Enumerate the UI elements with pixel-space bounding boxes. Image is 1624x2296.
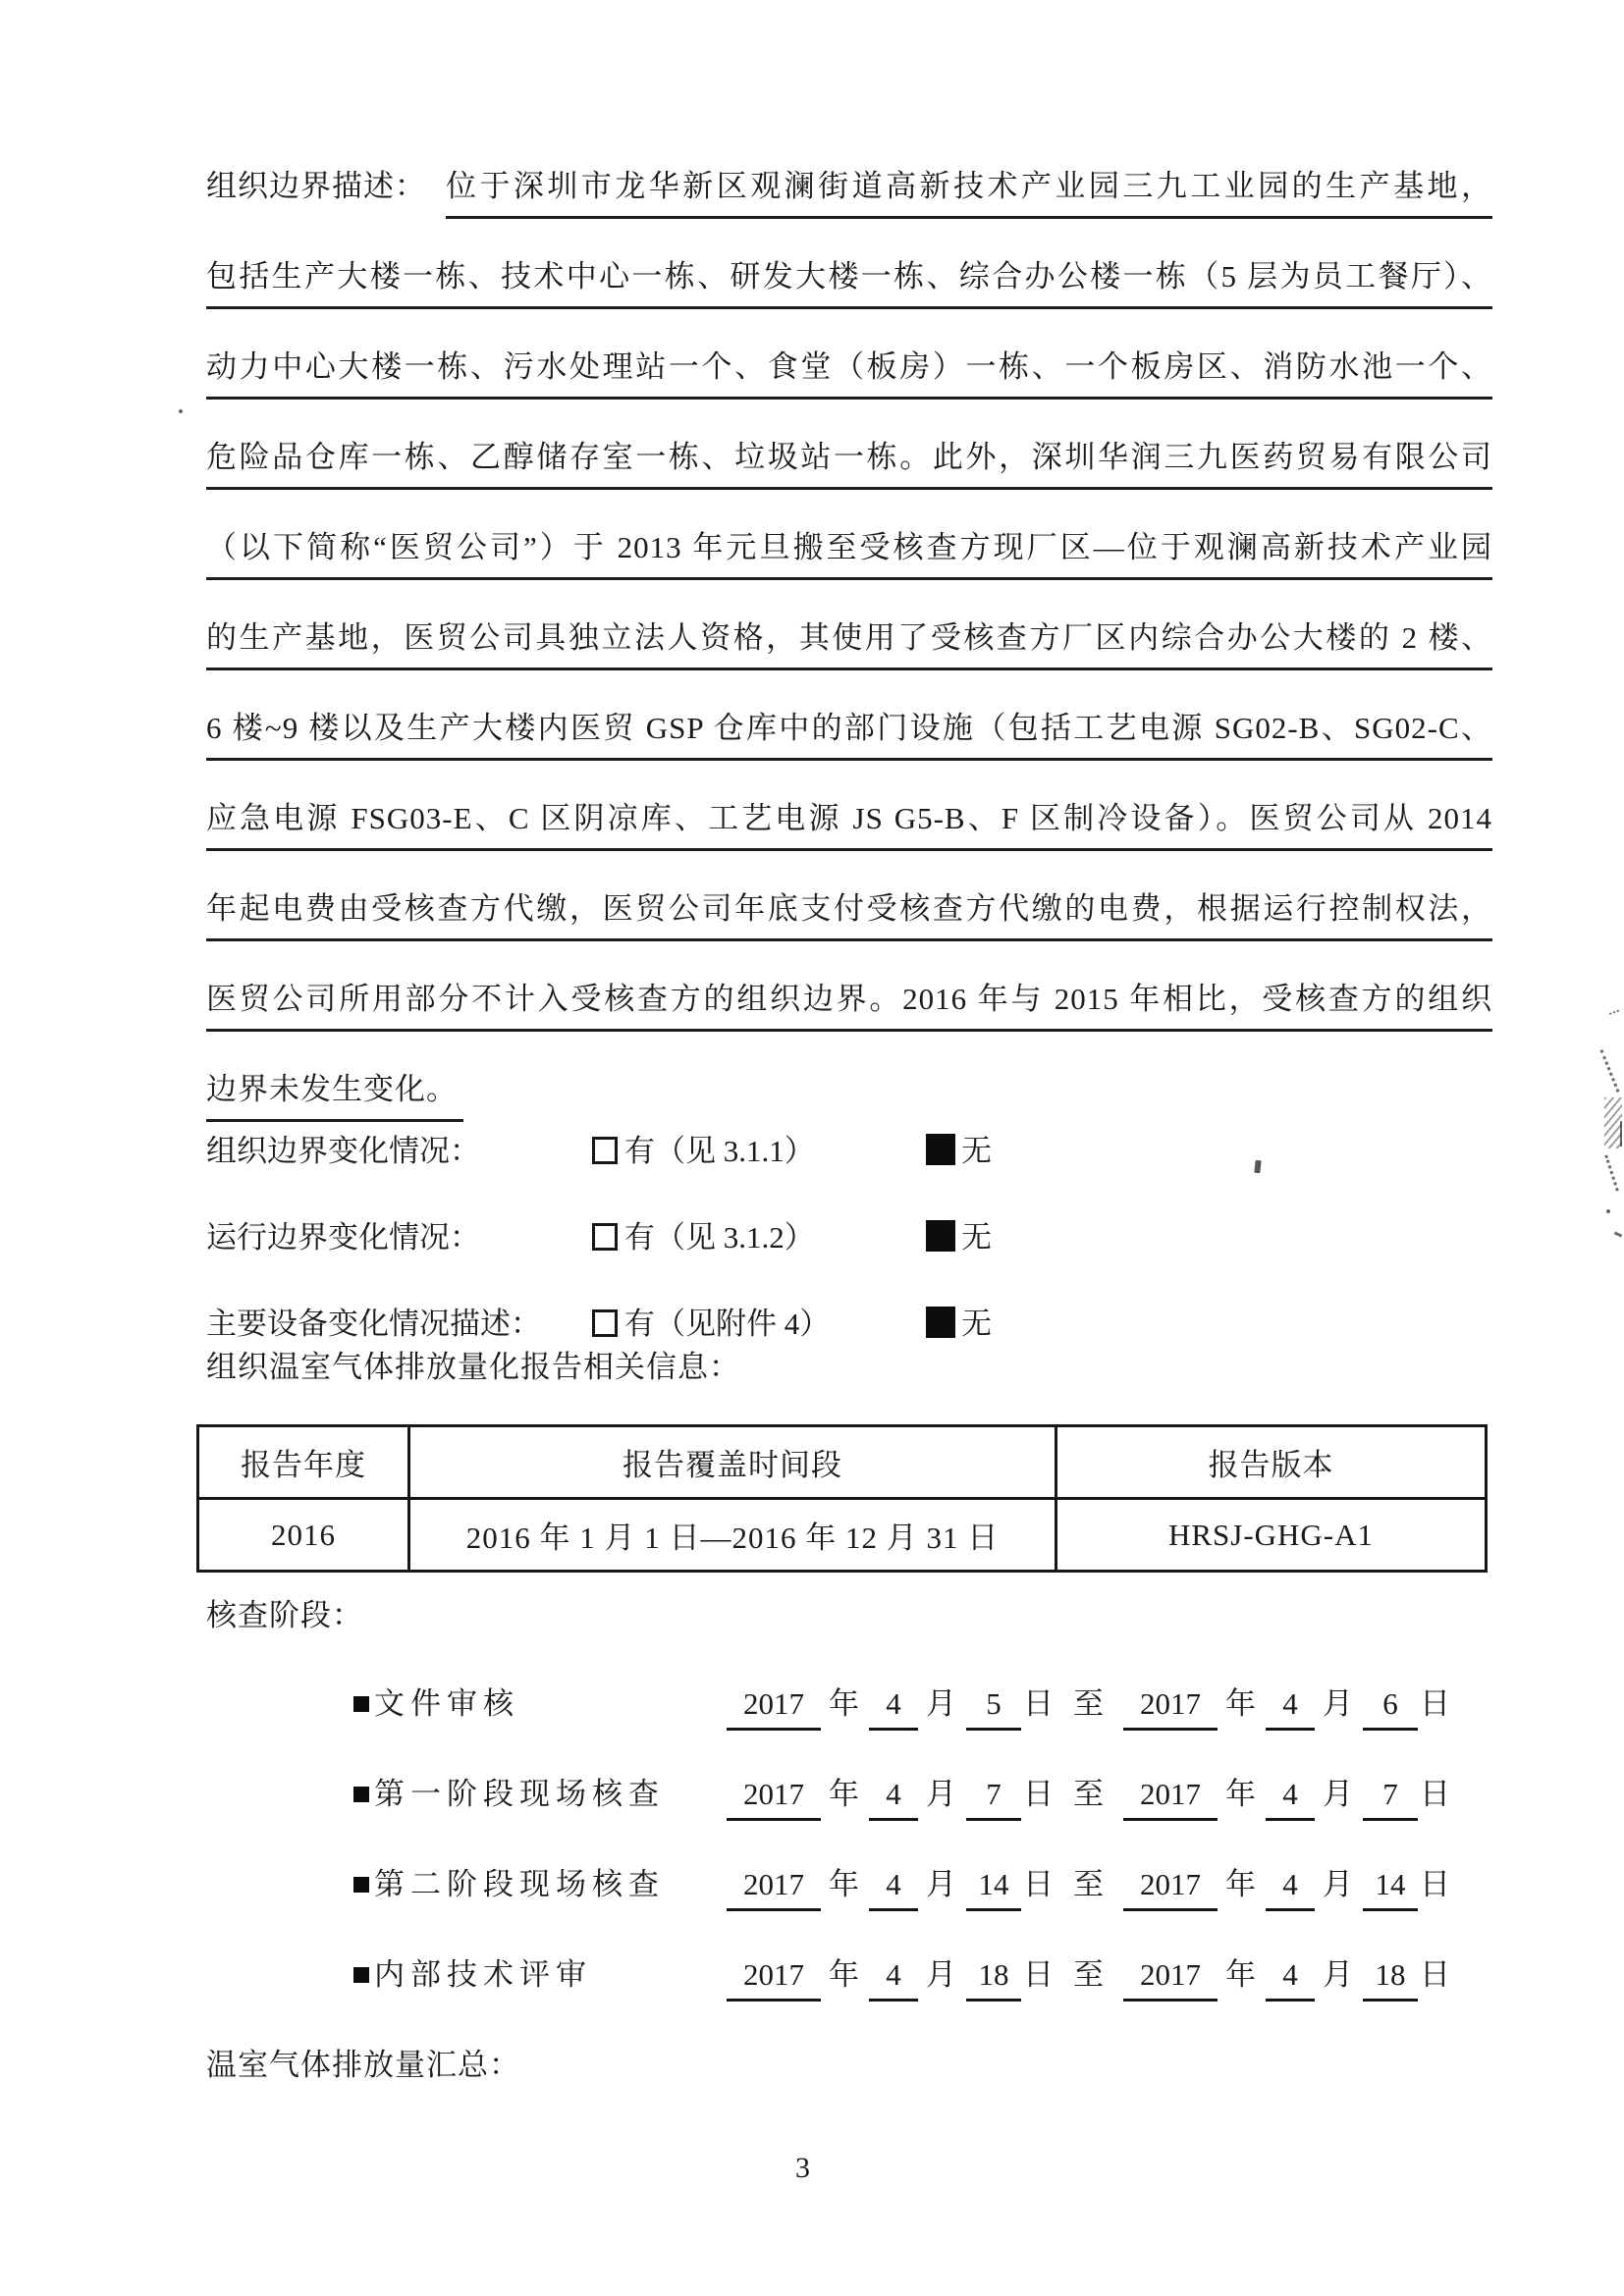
from-day-value: 14 — [966, 1863, 1021, 1911]
month-word: 月 — [926, 1777, 956, 1811]
to-day-value: 18 — [1363, 1953, 1418, 2002]
to-month-value: 4 — [1266, 1682, 1315, 1731]
checkbox-unchecked-icon — [592, 1309, 618, 1337]
stage-label: 第二阶段现场核查 — [374, 1867, 665, 1901]
year-word: 年 — [1225, 1686, 1256, 1721]
day-word: 日 — [1420, 1777, 1450, 1811]
month-word: 月 — [1323, 1867, 1353, 1901]
year-word: 年 — [829, 1867, 859, 1901]
day-word: 日 — [1420, 1686, 1450, 1721]
from-year-value: 2017 — [727, 1863, 821, 1911]
checkbox-checked-icon — [926, 1220, 955, 1252]
yes-option — [592, 1303, 830, 1346]
change-row-label: 组织边界变化情况： — [206, 1134, 480, 1168]
month-word: 月 — [926, 1867, 956, 1901]
table-header-report-version: 报告版本 — [1056, 1426, 1487, 1499]
table-cell-report-period: 2016 年 1 月 1 日—2016 年 12 月 31 日 — [409, 1499, 1056, 1572]
from-month-value: 4 — [869, 1863, 918, 1911]
to-day-value: 14 — [1363, 1863, 1418, 1911]
no-option — [926, 1130, 992, 1173]
boundary-description-label: 组织边界描述： — [206, 169, 426, 203]
change-row-operation-boundary — [206, 1216, 1492, 1259]
from-year-value: 2017 — [727, 1953, 821, 2002]
boundary-line: （以下简称“医贸公司”）于 2013 年元旦搬至受核查方现厂区—位于观澜高新技术产业园 — [206, 526, 1492, 580]
from-year-value: 2017 — [727, 1773, 821, 1821]
boundary-line — [206, 1068, 1492, 1122]
scan-artifact — [1604, 1154, 1619, 1191]
scan-artifact — [1606, 1209, 1610, 1213]
boundary-line: 医贸公司所用部分不计入受核查方的组织边界。2016 年与 2015 年相比，受核查方的组织 — [206, 978, 1492, 1032]
table-header-report-period: 报告覆盖时间段 — [409, 1426, 1056, 1499]
yes-option-label: 有（见 3.1.2） — [624, 1220, 815, 1255]
year-word: 年 — [829, 1777, 859, 1811]
no-option-label: 无 — [961, 1134, 992, 1168]
boundary-line: 的生产基地，医贸公司具独立法人资格，其使用了受核查方厂区内综合办公大楼的 2 楼、 — [206, 616, 1492, 670]
to-day-value: 6 — [1363, 1682, 1418, 1731]
stage-dates — [727, 1953, 1450, 2002]
year-word: 年 — [829, 1686, 859, 1721]
stage-row-document-review — [206, 1682, 1492, 1726]
day-word: 日 — [1023, 1867, 1054, 1901]
yes-option-label: 有（见附件 4） — [624, 1307, 831, 1341]
no-option — [926, 1216, 992, 1259]
day-word: 日 — [1023, 1686, 1054, 1721]
to-month-value: 4 — [1266, 1863, 1315, 1911]
checkbox-checked-icon — [926, 1134, 955, 1165]
stage-label: 文件审核 — [374, 1686, 519, 1721]
day-word: 日 — [1420, 1867, 1450, 1901]
report-table — [196, 1424, 1488, 1573]
table-header-row — [198, 1426, 1487, 1499]
yes-option — [592, 1216, 815, 1259]
report-info-title: 组织温室气体排放量化报告相关信息： — [206, 1350, 740, 1384]
day-word: 日 — [1023, 1957, 1054, 1992]
stage-dates — [727, 1863, 1450, 1911]
change-row-label: 主要设备变化情况描述： — [206, 1307, 541, 1341]
year-word: 年 — [829, 1957, 859, 1992]
boundary-line-text: 位于深圳市龙华新区观澜街道高新技术产业园三九工业园的生产基地， — [446, 165, 1492, 219]
day-word: 日 — [1420, 1957, 1450, 1992]
stage-dates — [727, 1773, 1450, 1821]
yes-option — [592, 1130, 815, 1173]
to-year-value: 2017 — [1123, 1773, 1218, 1821]
stage-dates — [727, 1682, 1450, 1731]
checkbox-unchecked-icon — [592, 1137, 618, 1164]
from-month-value: 4 — [869, 1953, 918, 2002]
stage-bullet-icon — [353, 1787, 369, 1802]
change-row-org-boundary — [206, 1130, 1492, 1173]
boundary-line: 6 楼~9 楼以及生产大楼内医贸 GSP 仓库中的部门设施（包括工艺电源 SG02-B、SG02-C、 — [206, 707, 1492, 761]
month-word: 月 — [926, 1686, 956, 1721]
month-word: 月 — [1323, 1777, 1353, 1811]
to-month-value: 4 — [1266, 1773, 1315, 1821]
to-word: 至 — [1073, 1777, 1104, 1811]
scan-artifact — [1599, 1049, 1619, 1093]
boundary-line: 危险品仓库一栋、乙醇储存室一栋、垃圾站一栋。此外，深圳华润三九医药贸易有限公司 — [206, 436, 1492, 490]
page-number: 3 — [795, 2152, 810, 2184]
no-option-label: 无 — [961, 1220, 992, 1255]
table-cell-report-version: HRSJ-GHG-A1 — [1056, 1499, 1487, 1572]
stage-row-first-site-visit — [206, 1773, 1492, 1816]
to-word: 至 — [1073, 1957, 1104, 1992]
checkbox-checked-icon — [926, 1307, 955, 1338]
boundary-line: 应急电源 FSG03-E、C 区阴凉库、工艺电源 JS G5-B、F 区制冷设备）。医贸公司从 2014 — [206, 797, 1492, 851]
month-word: 月 — [1323, 1957, 1353, 1992]
to-word: 至 — [1073, 1867, 1104, 1901]
from-month-value: 4 — [869, 1773, 918, 1821]
boundary-line-text: 边界未发生变化。 — [206, 1068, 463, 1122]
checkbox-unchecked-icon — [592, 1223, 618, 1251]
scan-artifact — [1614, 1231, 1623, 1237]
table-cell-report-year: 2016 — [198, 1499, 409, 1572]
year-word: 年 — [1225, 1957, 1256, 1992]
stage-label: 第一阶段现场核查 — [374, 1777, 665, 1811]
month-word: 月 — [926, 1957, 956, 1992]
from-day-value: 5 — [966, 1682, 1021, 1731]
stage-row-internal-technical-review — [206, 1953, 1492, 1997]
scan-artifact — [1620, 1121, 1622, 1147]
stage-row-second-site-visit — [206, 1863, 1492, 1906]
change-row-main-equipment — [206, 1303, 1492, 1346]
to-year-value: 2017 — [1123, 1682, 1218, 1731]
table-row — [198, 1499, 1487, 1572]
boundary-line: 包括生产大楼一栋、技术中心一栋、研发大楼一栋、综合办公楼一栋（5 层为员工餐厅）、 — [206, 255, 1492, 309]
no-option — [926, 1303, 992, 1346]
from-day-value: 18 — [966, 1953, 1021, 2002]
year-word: 年 — [1225, 1867, 1256, 1901]
yes-option-label: 有（见 3.1.1） — [624, 1134, 815, 1168]
verification-title: 核查阶段： — [206, 1598, 363, 1632]
stage-bullet-icon — [353, 1877, 369, 1893]
ghg-summary-title: 温室气体排放量汇总： — [206, 2048, 520, 2082]
table-header-report-year: 报告年度 — [198, 1426, 409, 1499]
from-month-value: 4 — [869, 1682, 918, 1731]
day-word: 日 — [1023, 1777, 1054, 1811]
from-year-value: 2017 — [727, 1682, 821, 1731]
to-day-value: 7 — [1363, 1773, 1418, 1821]
from-day-value: 7 — [966, 1773, 1021, 1821]
change-row-label: 运行边界变化情况： — [206, 1220, 480, 1255]
no-option-label: 无 — [961, 1307, 992, 1341]
scan-artifact — [1609, 1010, 1621, 1021]
boundary-line — [206, 165, 1492, 219]
stage-bullet-icon — [353, 1967, 369, 1983]
boundary-line: 动力中心大楼一栋、污水处理站一个、食堂（板房）一栋、一个板房区、消防水池一个、 — [206, 346, 1492, 400]
boundary-line: 年起电费由受核查方代缴，医贸公司年底支付受核查方代缴的电费，根据运行控制权法， — [206, 887, 1492, 941]
to-year-value: 2017 — [1123, 1953, 1218, 2002]
year-word: 年 — [1225, 1777, 1256, 1811]
to-year-value: 2017 — [1123, 1863, 1218, 1911]
stage-bullet-icon — [353, 1696, 369, 1712]
month-word: 月 — [1323, 1686, 1353, 1721]
stage-label: 内部技术评审 — [374, 1957, 592, 1992]
scan-artifact — [179, 409, 183, 413]
to-word: 至 — [1073, 1686, 1104, 1721]
to-month-value: 4 — [1266, 1953, 1315, 2002]
